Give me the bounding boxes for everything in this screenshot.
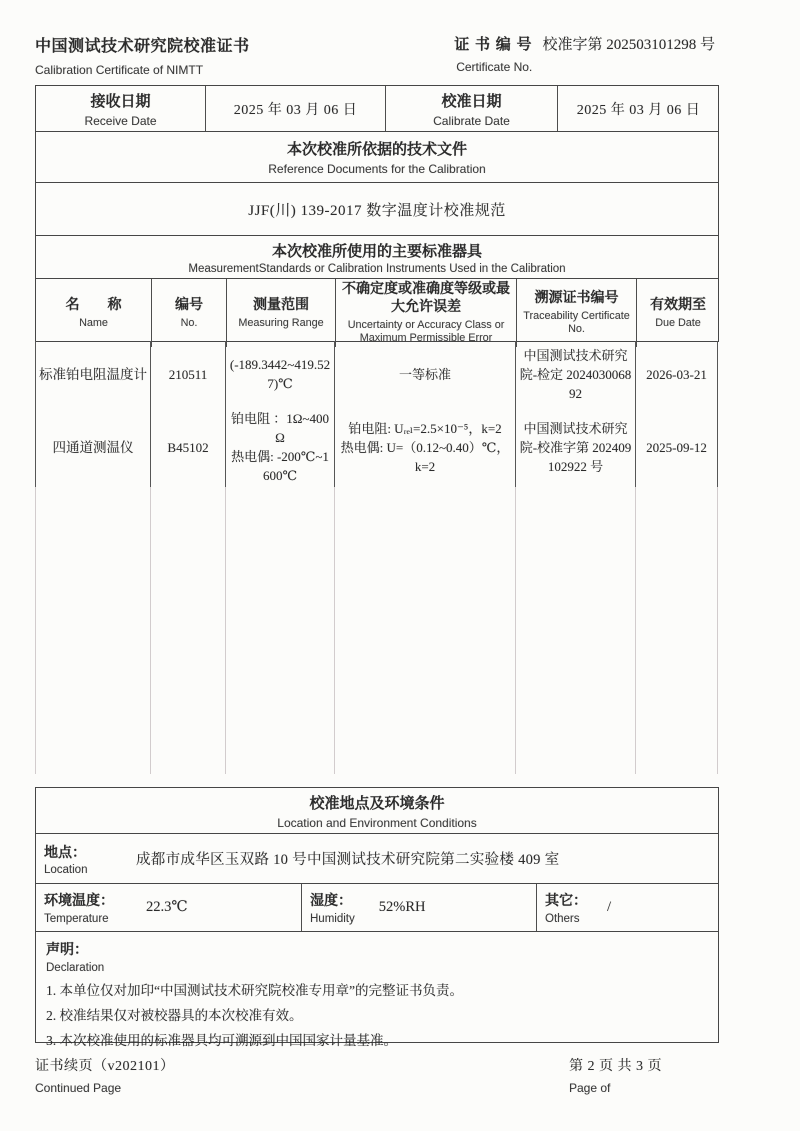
others-label-cn: 其它： bbox=[545, 894, 587, 909]
temperature-cell bbox=[36, 884, 301, 931]
standards-title-en: MeasurementStandards or Calibration Instruments Used in the Calibration bbox=[188, 262, 566, 275]
page-number-cn: 第 2 页 共 3 页 bbox=[569, 1059, 662, 1074]
document-header bbox=[35, 33, 719, 77]
humidity-label-cn: 湿度： bbox=[310, 894, 352, 909]
col-uncertainty-en: Uncertainty or Accuracy Class or Maximum Permissible Error bbox=[347, 319, 505, 344]
col-traceability-cn: 溯源证书编号 bbox=[534, 291, 619, 306]
temperature-label-block bbox=[44, 890, 114, 925]
std-row2-uncertainty-line1: 铂电阻: Uᵣₑₗ=2.5×10⁻⁵，k=2 bbox=[348, 420, 502, 436]
col-header-due bbox=[636, 279, 719, 347]
others-cell bbox=[536, 884, 719, 931]
std-row1-no: 210511 bbox=[150, 341, 225, 407]
certificate-number-label: 证 书 编 号 bbox=[454, 37, 533, 53]
std-row2-range-line1: 铂电阻 ：1Ω~400Ω bbox=[231, 411, 329, 445]
temperature-label-en: Temperature bbox=[44, 913, 109, 925]
std-empty-uncertainty bbox=[334, 487, 515, 774]
std-empty-traceability bbox=[515, 487, 635, 774]
std-row1-due: 2026-03-21 bbox=[635, 341, 718, 407]
others-label-block bbox=[545, 890, 587, 925]
col-header-no bbox=[151, 279, 226, 347]
std-empty-name bbox=[35, 487, 150, 774]
certificate-number-label-en: Certificate No. bbox=[456, 60, 533, 74]
reference-section-title bbox=[35, 131, 719, 183]
institute-title-cn: 中国测试技术研究院校准证书 bbox=[35, 38, 250, 55]
location-title-cn: 校准地点及环境条件 bbox=[309, 795, 445, 812]
col-traceability-en: Traceability Certificate No. bbox=[523, 310, 630, 335]
temperature-value: 22.3℃ bbox=[146, 899, 188, 915]
continued-page-en: Continued Page bbox=[35, 1081, 122, 1095]
std-empty-no bbox=[150, 487, 225, 774]
reference-title-cn: 本次校准所依据的技术文件 bbox=[286, 142, 467, 158]
std-empty-due bbox=[635, 487, 718, 774]
std-row2-uncertainty-line2: 热电偶: U=（0.12~0.40）℃，k=2 bbox=[340, 439, 510, 474]
receive-date-value: 2025 年 03 月 06 日 bbox=[205, 86, 385, 131]
col-uncertainty-cn: 不确定度或准确度等级或最大允许误差 bbox=[342, 282, 510, 315]
col-due-cn: 有效期至 bbox=[650, 297, 706, 313]
page-footer bbox=[35, 1055, 719, 1095]
std-row1-uncertainty: 一等标准 bbox=[334, 341, 515, 407]
col-range-cn: 测量范围 bbox=[253, 297, 309, 313]
reference-title-en: Reference Documents for the Calibration bbox=[268, 162, 486, 176]
receive-date-label-cn: 接收日期 bbox=[90, 93, 151, 110]
receive-date-label-cell bbox=[36, 86, 205, 131]
location-section-title bbox=[35, 787, 719, 834]
certificate-number-block bbox=[454, 33, 719, 77]
location-label-cn: 地点： bbox=[44, 845, 86, 861]
footer-left-block bbox=[35, 1055, 569, 1095]
page-number-en: Page of bbox=[569, 1081, 611, 1095]
standards-title-cn: 本次校准所使用的主要标准器具 bbox=[271, 243, 482, 260]
institute-title-en: Calibration Certificate of NIMTT bbox=[35, 63, 204, 77]
std-empty-range bbox=[225, 487, 334, 774]
others-value: / bbox=[607, 899, 612, 915]
page-content bbox=[35, 33, 719, 1095]
col-header-name bbox=[36, 279, 151, 347]
col-header-uncertainty bbox=[335, 279, 516, 347]
declaration-section bbox=[35, 931, 719, 1048]
humidity-value: 52%RH bbox=[378, 899, 426, 915]
location-value: 成都市成华区玉双路 10 号中国测试技术研究院第二实验楼 409 室 bbox=[136, 852, 560, 868]
standards-table-header bbox=[35, 278, 719, 342]
col-name-en: Name bbox=[79, 316, 108, 329]
std-row2-uncertainty bbox=[334, 407, 515, 487]
footer-right-block bbox=[569, 1055, 719, 1095]
std-row1-range: (-189.3442~419.527)℃ bbox=[225, 341, 334, 407]
declaration-item-3: 3. 本次校准使用的标准器具均可溯源到中国国家计量基准。 bbox=[46, 1033, 397, 1048]
humidity-label-en: Humidity bbox=[310, 913, 355, 925]
declaration-title-cn: 声明： bbox=[46, 943, 88, 958]
std-row1-traceability: 中国测试技术研究院-检定 202403006892 bbox=[515, 341, 635, 407]
calibrate-date-label-en: Calibrate Date bbox=[433, 113, 510, 128]
std-row2-traceability: 中国测试技术研究院-校准字第 202409102922 号 bbox=[515, 407, 635, 487]
standards-table-body bbox=[35, 341, 719, 774]
std-row2-range-line2: 热电偶: -200℃~1600℃ bbox=[231, 449, 329, 483]
std-row2-range bbox=[225, 407, 334, 487]
continued-page-cn: 证书续页（v202101） bbox=[35, 1059, 175, 1074]
institute-title-block bbox=[35, 33, 250, 77]
receive-date-label-en: Receive Date bbox=[84, 113, 157, 128]
col-range-en: Measuring Range bbox=[238, 316, 324, 329]
standards-section-title bbox=[35, 235, 719, 279]
certificate-number-value: 校准字第 202503101298 号 bbox=[542, 37, 715, 53]
declaration-title-en: Declaration bbox=[46, 962, 105, 974]
temperature-label-cn: 环境温度： bbox=[44, 894, 114, 909]
calibrate-date-label-cell bbox=[385, 86, 557, 131]
location-row bbox=[35, 833, 719, 884]
location-label-en: Location bbox=[44, 863, 88, 876]
humidity-cell bbox=[301, 884, 536, 931]
col-no-cn: 编号 bbox=[175, 297, 203, 313]
humidity-label-block bbox=[310, 890, 355, 925]
declaration-item-2: 2. 校准结果仅对被校器具的本次校准有效。 bbox=[46, 1008, 303, 1023]
col-header-range bbox=[226, 279, 335, 347]
dates-table bbox=[35, 85, 719, 132]
std-row1-name: 标准铂电阻温度计 bbox=[35, 341, 150, 407]
std-row2-due: 2025-09-12 bbox=[635, 407, 718, 487]
col-name-cn: 名 称 bbox=[65, 297, 122, 313]
location-label-block bbox=[36, 834, 136, 883]
declaration-item-1: 1. 本单位仅对加印“中国测试技术研究院校准专用章”的完整证书负责。 bbox=[46, 983, 463, 998]
environment-row bbox=[35, 883, 719, 932]
others-label-en: Others bbox=[545, 913, 580, 925]
col-header-traceability bbox=[516, 279, 636, 347]
std-row2-no: B45102 bbox=[150, 407, 225, 487]
std-row2-name: 四通道测温仪 bbox=[35, 407, 150, 487]
reference-document-value: JJF(川) 139-2017 数字温度计校准规范 bbox=[35, 182, 719, 236]
col-no-en: No. bbox=[180, 316, 198, 329]
certificate-number-line bbox=[454, 33, 715, 54]
calibrate-date-label-cn: 校准日期 bbox=[441, 93, 502, 110]
calibrate-date-value: 2025 年 03 月 06 日 bbox=[557, 86, 719, 131]
col-due-en: Due Date bbox=[655, 316, 701, 329]
location-title-en: Location and Environment Conditions bbox=[277, 815, 477, 830]
